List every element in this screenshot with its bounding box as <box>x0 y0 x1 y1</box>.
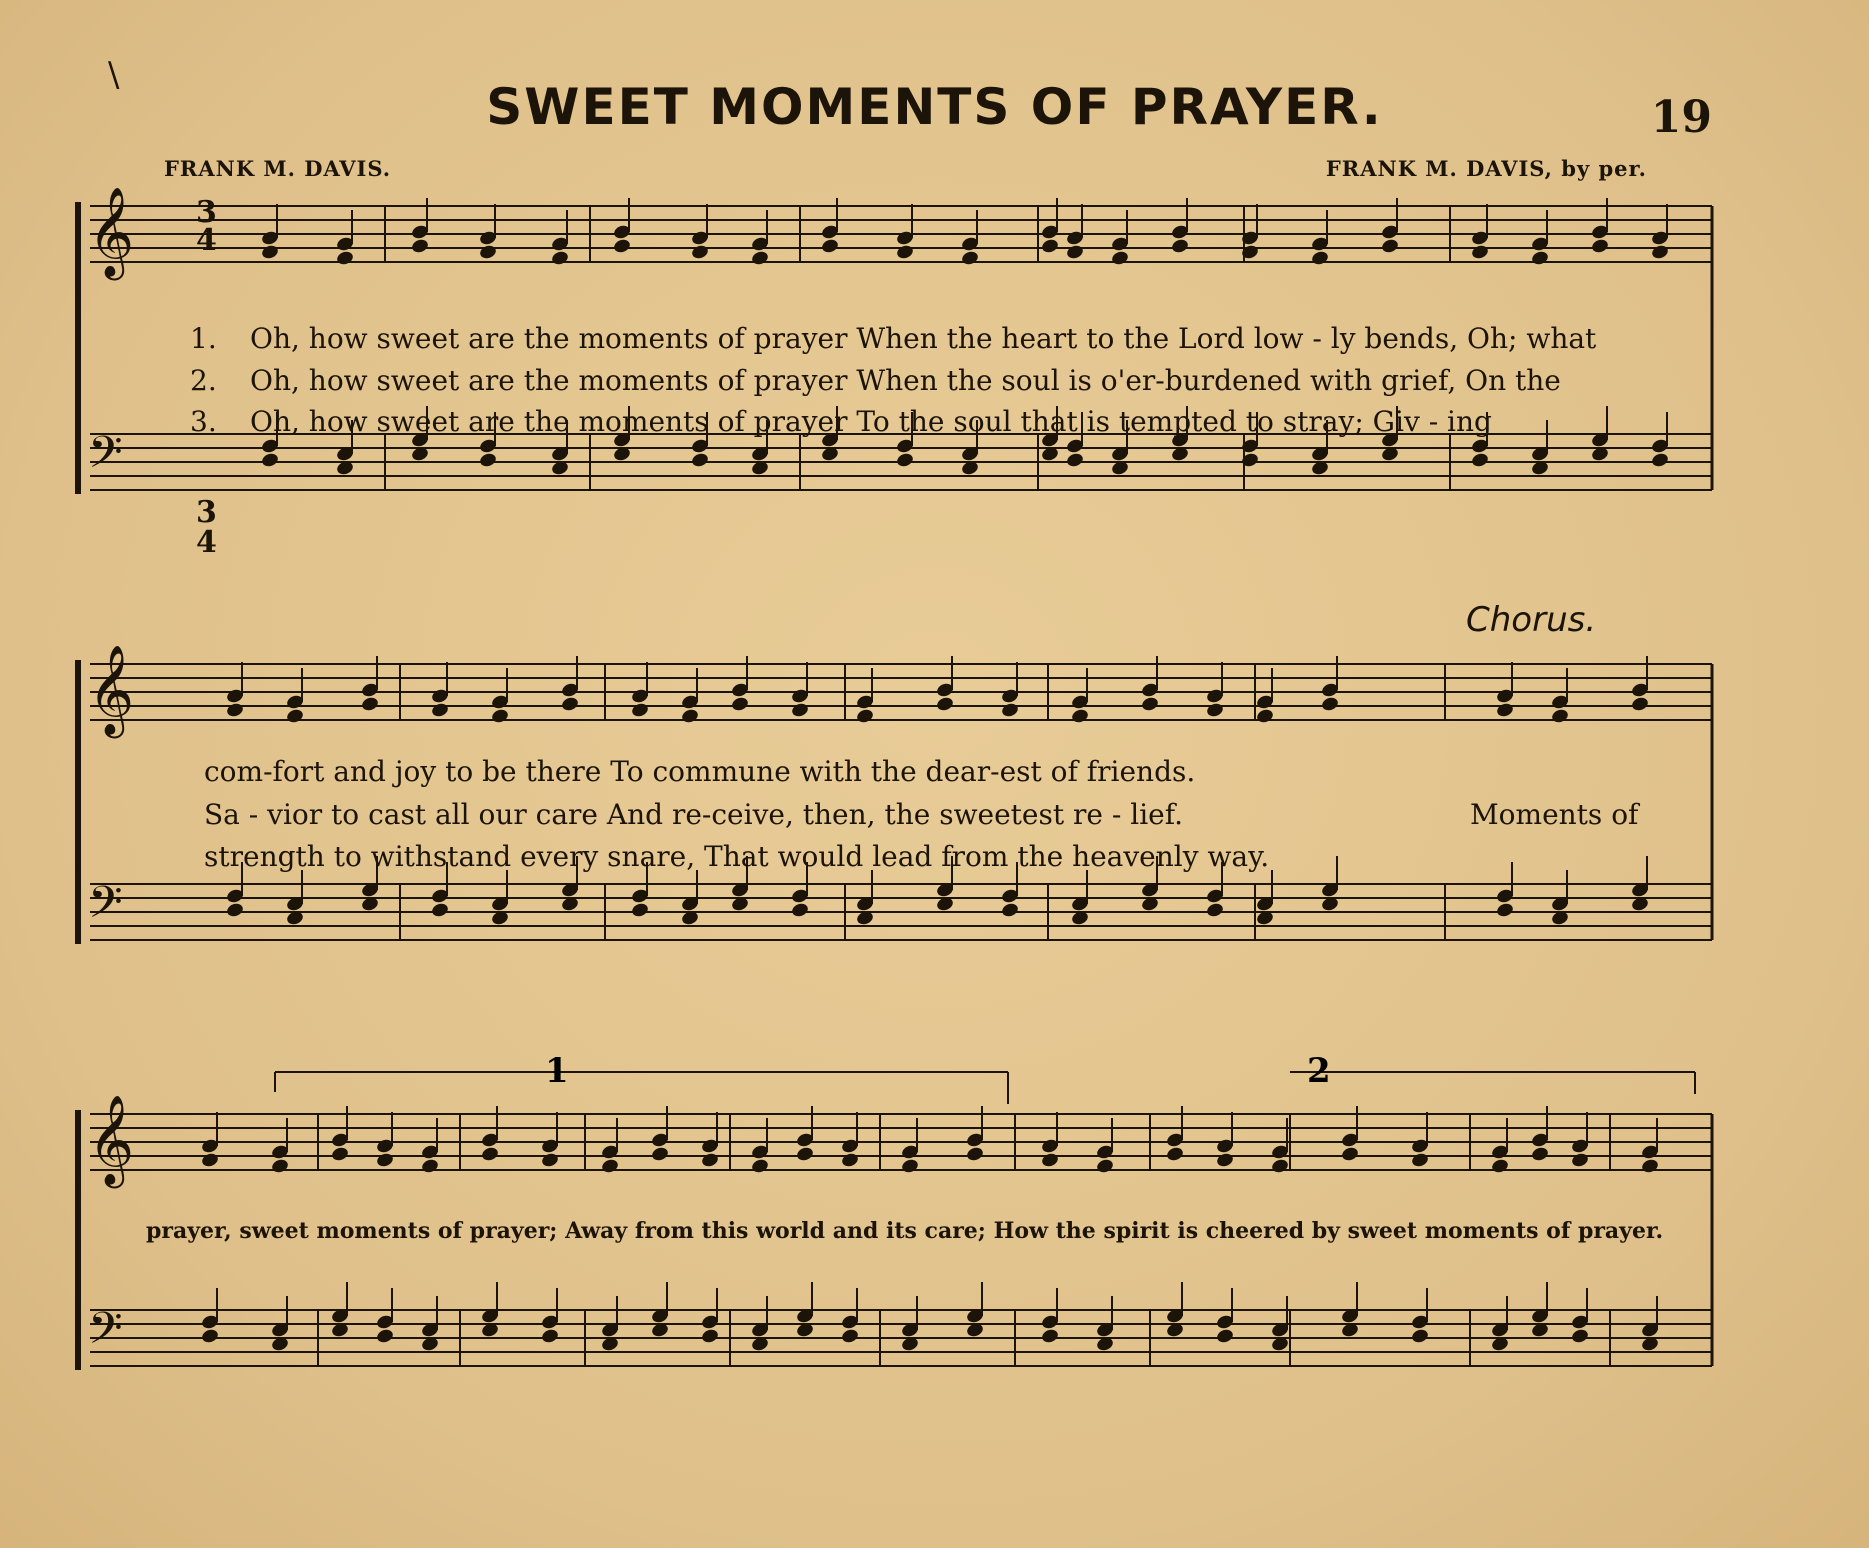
treble-note <box>478 244 497 261</box>
margin-mark: \ <box>108 55 120 95</box>
treble-note <box>650 1146 669 1163</box>
treble-note <box>935 696 954 713</box>
bass-note <box>1205 902 1224 919</box>
music-credit: FRANK M. DAVIS, by per. <box>1325 156 1647 181</box>
treble-note <box>1110 250 1129 267</box>
treble-note <box>1380 238 1399 255</box>
treble-note <box>1065 244 1084 261</box>
treble-note <box>1590 238 1609 255</box>
treble-note <box>410 238 429 255</box>
verse-2-line-2: Sa - vior to cast all our care And re-ceive, then, the sweetest re - lief. <box>204 798 1183 831</box>
treble-note <box>1000 702 1019 719</box>
treble-note <box>1140 696 1159 713</box>
treble-note <box>1165 1146 1184 1163</box>
treble-note <box>900 1158 919 1175</box>
treble-note <box>1040 238 1059 255</box>
treble-note <box>630 702 649 719</box>
bass-note <box>1470 452 1489 469</box>
treble-note <box>1630 696 1649 713</box>
treble-note <box>335 250 354 267</box>
bass-note <box>1650 452 1669 469</box>
verse-2-number: 2. <box>190 364 217 397</box>
treble-note <box>420 1158 439 1175</box>
treble-note <box>360 696 379 713</box>
chorus-start-lyric: Moments of <box>1470 798 1639 831</box>
verse-3-line-2: strength to withstand every snare, That would lead from the heavenly way. <box>204 840 1270 873</box>
treble-note <box>895 244 914 261</box>
treble-note <box>730 696 749 713</box>
treble-note <box>1340 1146 1359 1163</box>
treble-note <box>1530 1146 1549 1163</box>
bass-note <box>630 902 649 919</box>
time-signature: 3 <box>196 495 217 530</box>
page-number: 19 <box>1650 92 1712 143</box>
treble-note <box>1550 708 1569 725</box>
page-title: SWEET MOMENTS OF PRAYER. <box>486 78 1383 136</box>
treble-note <box>1205 702 1224 719</box>
bass-note <box>690 452 709 469</box>
treble-note <box>1270 1158 1289 1175</box>
bass-note <box>200 1328 219 1345</box>
treble-clef-icon: 𝄞 <box>88 645 135 735</box>
treble-note <box>1255 708 1274 725</box>
treble-note <box>1070 708 1089 725</box>
bass-note <box>375 1328 394 1345</box>
bass-note <box>700 1328 719 1345</box>
treble-note <box>375 1152 394 1169</box>
treble-note <box>270 1158 289 1175</box>
treble-note <box>560 696 579 713</box>
time-signature: 4 <box>196 525 217 560</box>
treble-note <box>1530 250 1549 267</box>
treble-note <box>490 708 509 725</box>
bass-note <box>1000 902 1019 919</box>
treble-note <box>1470 244 1489 261</box>
verse-2-line-1: Oh, how sweet are the moments of prayer When the soul is o'er-burdened with grief, On the <box>250 364 1561 397</box>
bass-note <box>1570 1328 1589 1345</box>
time-signature: 3 <box>196 195 217 230</box>
treble-note <box>225 702 244 719</box>
treble-note <box>285 708 304 725</box>
verse-3-number: 3. <box>190 405 217 438</box>
treble-note <box>750 250 769 267</box>
treble-note <box>330 1146 349 1163</box>
treble-note <box>1215 1152 1234 1169</box>
treble-note <box>750 1158 769 1175</box>
treble-clef-icon: 𝄞 <box>88 187 135 277</box>
treble-note <box>1170 238 1189 255</box>
treble-note <box>1320 696 1339 713</box>
chorus-lyric: prayer, sweet moments of prayer; Away from this world and its care; How the spirit is cheered by sweet moments of prayer. <box>146 1218 1664 1244</box>
bass-note <box>895 452 914 469</box>
verse-1-number: 1. <box>190 322 217 355</box>
treble-note <box>540 1152 559 1169</box>
treble-note <box>430 702 449 719</box>
treble-note <box>1095 1158 1114 1175</box>
treble-note <box>855 708 874 725</box>
bass-note <box>1040 1328 1059 1345</box>
bass-note <box>540 1328 559 1345</box>
time-signature: 4 <box>196 223 217 258</box>
treble-note <box>700 1152 719 1169</box>
treble-note <box>1410 1152 1429 1169</box>
treble-note <box>1310 250 1329 267</box>
bass-clef-icon: 𝄢 <box>88 426 123 489</box>
treble-note <box>840 1152 859 1169</box>
bass-note <box>1215 1328 1234 1345</box>
treble-note <box>680 708 699 725</box>
bass-note <box>225 902 244 919</box>
treble-note <box>1650 244 1669 261</box>
verse-1-line-2: com-fort and joy to be there To commune with the dear-est of friends. <box>204 755 1196 788</box>
treble-note <box>820 238 839 255</box>
bass-note <box>260 452 279 469</box>
treble-note <box>480 1146 499 1163</box>
verse-3-line-1: Oh, how sweet are the moments of prayer To the soul that is tempted to stray; Giv - ing <box>250 405 1492 438</box>
treble-note <box>612 238 631 255</box>
treble-note <box>1490 1158 1509 1175</box>
treble-note <box>790 702 809 719</box>
treble-note <box>1040 1152 1059 1169</box>
verse-1-line-1: Oh, how sweet are the moments of prayer When the heart to the Lord low - ly bends, Oh; what <box>250 322 1597 355</box>
treble-clef-icon: 𝄞 <box>88 1095 135 1185</box>
bass-note <box>1410 1328 1429 1345</box>
bass-note <box>1065 452 1084 469</box>
second-ending-number: 2 <box>1307 1051 1331 1091</box>
chorus-label: Chorus. <box>1466 600 1597 640</box>
first-ending-number: 1 <box>545 1051 569 1091</box>
treble-note <box>960 250 979 267</box>
treble-note <box>260 244 279 261</box>
words-credit: FRANK M. DAVIS. <box>164 156 392 181</box>
treble-note <box>600 1158 619 1175</box>
treble-note <box>965 1146 984 1163</box>
bass-note <box>790 902 809 919</box>
treble-note <box>1570 1152 1589 1169</box>
treble-note <box>1640 1158 1659 1175</box>
treble-note <box>200 1152 219 1169</box>
treble-note <box>795 1146 814 1163</box>
bass-note <box>430 902 449 919</box>
bass-note <box>1495 902 1514 919</box>
bass-note <box>840 1328 859 1345</box>
bass-note <box>478 452 497 469</box>
treble-note <box>1495 702 1514 719</box>
bass-clef-icon: 𝄢 <box>88 1302 123 1365</box>
treble-note <box>690 244 709 261</box>
bass-clef-icon: 𝄢 <box>88 876 123 939</box>
treble-note <box>550 250 569 267</box>
